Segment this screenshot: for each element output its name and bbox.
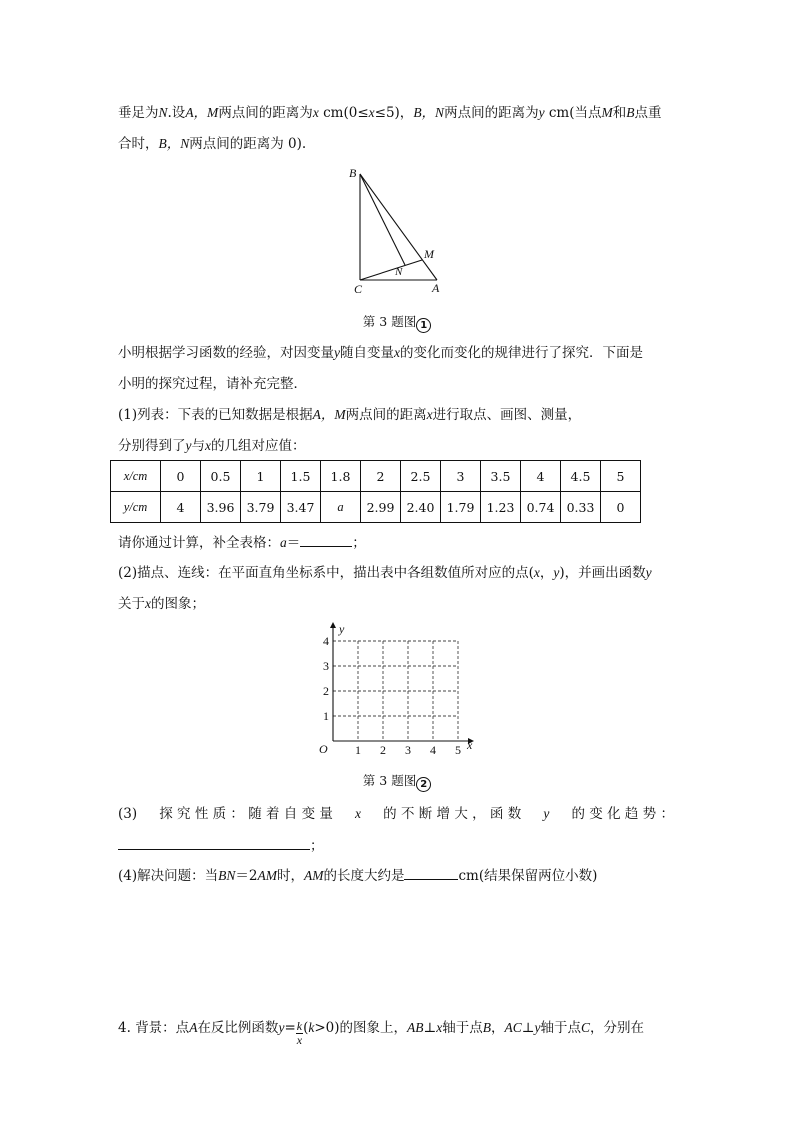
answer-blank-a[interactable] [300, 532, 352, 547]
table-cell: 4 [161, 492, 201, 523]
var-N: N [158, 105, 168, 120]
var-x: x [355, 806, 362, 821]
text: 小明的探究过程，请补充完整． [118, 376, 307, 392]
var-y: y [185, 438, 192, 453]
text: 分别得到了 [118, 438, 186, 454]
var-BN: B，N [413, 105, 445, 120]
text: 两点间的距离为 [444, 105, 539, 121]
text: 合时， [118, 136, 159, 152]
text: .设 [167, 105, 186, 121]
value-table [110, 460, 641, 523]
text: 的 变 化 趋 势 ： [571, 806, 674, 822]
table-cell: 3.96 [201, 492, 241, 523]
y-axis-arrow-icon [330, 622, 336, 628]
segment-BM [360, 174, 405, 265]
q4-line [118, 865, 597, 886]
label-C: C [354, 282, 363, 296]
text: )，并画出函数 [559, 565, 646, 581]
label-B: B [349, 166, 357, 180]
x-tick-5: 5 [455, 743, 461, 757]
table-cell: 2 [361, 461, 401, 492]
var-AM: AM [303, 868, 324, 883]
text: ＝2 [235, 868, 258, 884]
text: cm(0≤ [318, 105, 369, 121]
var-x: x [394, 345, 400, 360]
table-cell: 1.5 [281, 461, 321, 492]
table-row-x [111, 461, 641, 492]
var-y: y [543, 806, 550, 821]
text: cm(当点 [544, 105, 602, 121]
q2-line-1 [118, 563, 652, 583]
text: (1)列表：下表的已知数据是根据 [118, 407, 313, 423]
var-AM: A，M [185, 105, 219, 120]
x-tick-2: 2 [380, 743, 386, 757]
table-cell: 0.33 [561, 492, 601, 523]
text: 的图象； [151, 596, 205, 612]
origin-label: O [319, 742, 328, 756]
answer-blank-am[interactable] [404, 865, 458, 880]
table-cell: 0.74 [521, 492, 561, 523]
text: 轴于点 [540, 1020, 581, 1036]
fraction-numerator: k [296, 1019, 303, 1033]
table-cell-unknown-a: a [321, 492, 361, 523]
table-cell: 0.5 [201, 461, 241, 492]
text: 两点间的距离为 0). [189, 136, 307, 152]
text: >0)的图象上， [314, 1020, 408, 1036]
y-tick-3: 3 [323, 659, 329, 673]
var-x: x [368, 105, 375, 120]
figure2-caption [0, 771, 794, 792]
x-tick-1: 1 [355, 743, 361, 757]
q1-line-2 [118, 436, 306, 456]
x-tick-4: 4 [430, 743, 436, 757]
text: 的 不 断 增 大 ， 函 数 [383, 806, 522, 822]
text: (4)解决问题：当 [118, 868, 219, 884]
var-x: x [436, 1020, 443, 1035]
text: 两点间的距离为 [218, 105, 313, 121]
text: 垂足为 [118, 105, 159, 121]
q2-line-2 [118, 594, 205, 614]
text: ， [539, 565, 554, 581]
caption-number: 2 [416, 777, 431, 792]
text: ； [352, 535, 366, 551]
table-row-y [111, 492, 641, 523]
q3-label: (3) [118, 806, 138, 822]
text: ， [490, 1020, 505, 1036]
intro-line-1 [118, 103, 662, 123]
text: 与 [191, 438, 205, 454]
x-tick-3: 3 [405, 743, 411, 757]
text: ( [303, 1020, 309, 1036]
caption-text: 第 3 题图 [362, 314, 417, 329]
var-x: x [145, 596, 151, 611]
var-k: k [308, 1020, 315, 1035]
var-y: y [278, 1020, 285, 1035]
var-BN: BN [218, 868, 236, 883]
var-y: y [553, 565, 560, 580]
var-B: B [626, 105, 635, 120]
row-header-y: y/cm [111, 492, 161, 523]
text: 点重 [634, 105, 662, 121]
var-x: x [533, 565, 540, 580]
intro-line-2 [118, 134, 306, 154]
var-x: x [426, 407, 433, 422]
var-B: B [482, 1020, 491, 1035]
figure1-caption [0, 312, 794, 333]
var-y: y [538, 105, 545, 120]
var-A: A [189, 1020, 198, 1035]
var-y: y [645, 565, 652, 580]
perp-symbol: ⊥ [423, 1020, 437, 1036]
var-BN: B，N [158, 136, 190, 151]
var-y: y [534, 1020, 541, 1035]
table-cell: 3.47 [281, 492, 321, 523]
table-cell: 3.79 [241, 492, 281, 523]
text: 轴于点 [442, 1020, 483, 1036]
var-C: C [580, 1020, 590, 1035]
table-cell: 3 [441, 461, 481, 492]
var-AC: AC [504, 1020, 522, 1035]
text: 的变化而变化的规律进行了探究．下面是 [400, 345, 643, 361]
fraction-k-over-x [296, 1020, 303, 1047]
var-a: a [280, 535, 287, 550]
table-cell: 1.23 [481, 492, 521, 523]
x-axis-label: x [467, 738, 473, 752]
text: 小明根据学习函数的经验，对因变量 [118, 345, 334, 361]
q3-line-1 [118, 804, 674, 824]
var-x: x [312, 105, 319, 120]
answer-blank-trend[interactable] [118, 835, 310, 850]
perp-symbol: ⊥ [521, 1020, 535, 1036]
y-axis-label: y [339, 622, 345, 636]
table-cell: 2.40 [401, 492, 441, 523]
text: ，分别在 [589, 1020, 644, 1036]
problem-number: 4. [118, 1020, 131, 1036]
segment-CM [360, 260, 422, 280]
table-cell: 0 [601, 492, 641, 523]
text: 的几组对应值： [211, 438, 306, 454]
text: 进行取点、画图、测量， [432, 407, 582, 423]
var-y: y [334, 345, 340, 360]
row-header-x: x/cm [111, 461, 161, 492]
label-A: A [432, 281, 440, 295]
fraction-denominator: x [296, 1033, 303, 1047]
label-N: N [395, 266, 403, 278]
text: 两点间的距离 [345, 407, 427, 423]
text: 时， [276, 868, 304, 884]
text: ≤5)， [374, 105, 414, 121]
problem4-line [118, 1017, 644, 1047]
triangle-figure [345, 162, 455, 297]
para-line-2 [118, 374, 307, 394]
var-AM: A，M [312, 407, 346, 422]
table-cell: 2.5 [401, 461, 441, 492]
text: 的长度大约是 [323, 868, 405, 884]
caption-number: 1 [416, 318, 431, 333]
table-cell: 3.5 [481, 461, 521, 492]
q1-fill-line [118, 532, 366, 553]
var-AB: AB [407, 1020, 424, 1035]
coordinate-grid [310, 620, 480, 760]
table-cell: 1.79 [441, 492, 481, 523]
text: 请你通过计算，补全表格： [118, 535, 280, 551]
text: ； [310, 838, 324, 854]
q1-line-1 [118, 405, 581, 425]
y-tick-4: 4 [323, 634, 329, 648]
text: 背景：点 [135, 1020, 190, 1036]
label-M: M [424, 247, 434, 261]
table-cell: 1 [241, 461, 281, 492]
para-line-1 [118, 343, 643, 363]
y-tick-2: 2 [323, 684, 329, 698]
var-M: M [601, 105, 613, 120]
table-cell: 4 [521, 461, 561, 492]
text: 探 究 性 质 ： 随 着 自 变 量 [159, 806, 333, 822]
text: (2)描点、连线：在平面直角坐标系中，描出表中各组数值所对应的点( [118, 565, 534, 581]
table-cell: 0 [161, 461, 201, 492]
q3-line-2 [118, 835, 324, 856]
table-cell: 1.8 [321, 461, 361, 492]
text: = [284, 1020, 296, 1036]
segment-BA [360, 174, 437, 280]
caption-text: 第 3 题图 [362, 773, 417, 788]
var-x: x [205, 438, 211, 453]
text: 在反比例函数 [197, 1020, 279, 1036]
y-tick-1: 1 [323, 709, 329, 723]
table-cell: 4.5 [561, 461, 601, 492]
text: 关于 [118, 596, 145, 612]
text: cm(结果保留两位小数) [458, 868, 598, 884]
var-AM: AM [257, 868, 277, 883]
table-cell: 5 [601, 461, 641, 492]
table-cell: 2.99 [361, 492, 401, 523]
text: 随自变量 [340, 345, 394, 361]
text: ＝ [286, 535, 301, 551]
text: 和 [612, 105, 627, 121]
